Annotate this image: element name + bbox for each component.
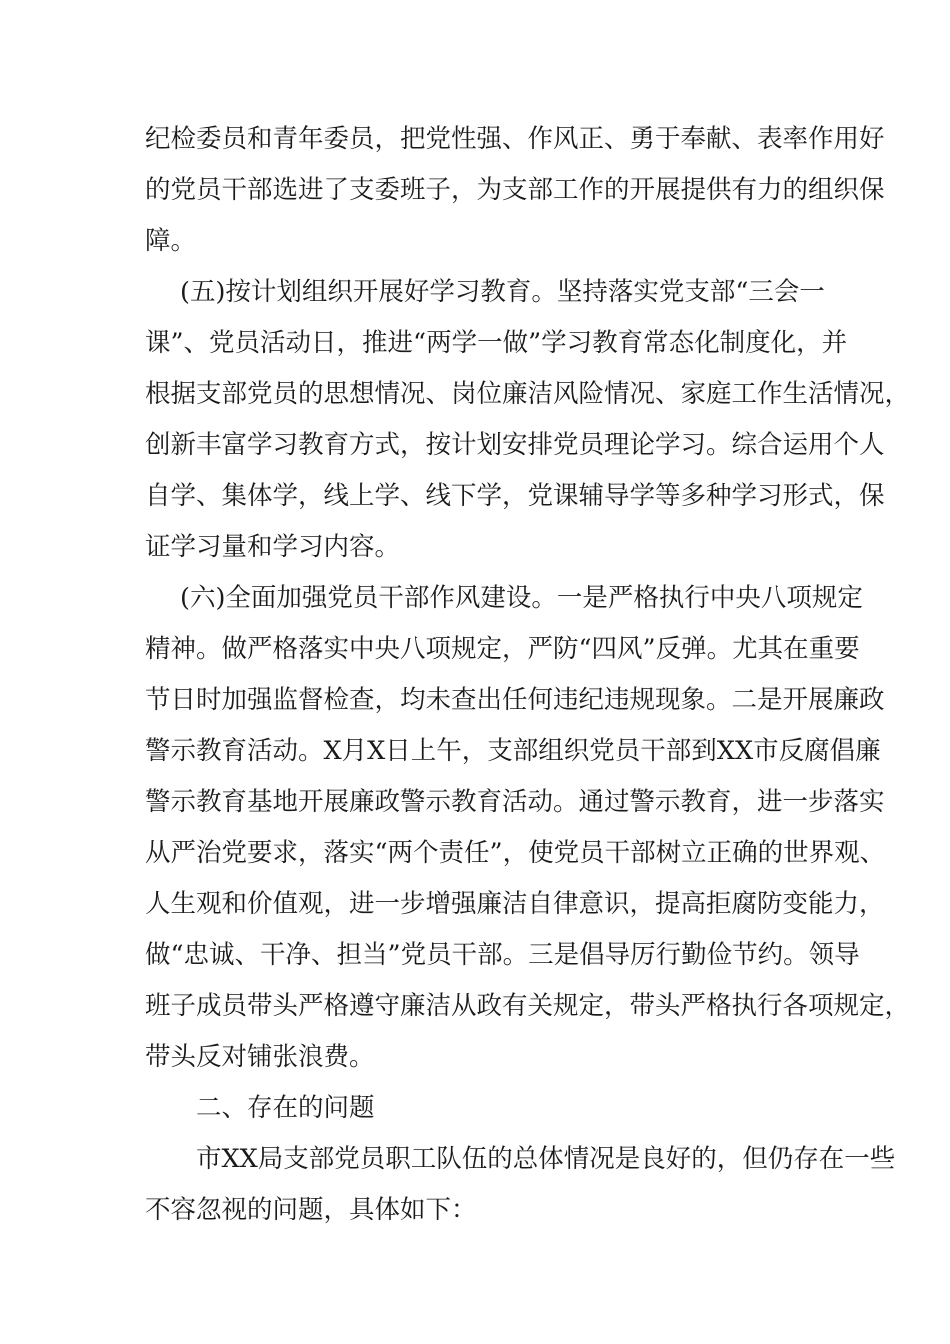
paragraph-line: 自学、集体学，线上学、线下学，党课辅导学等多种学习形式，保: [145, 481, 885, 511]
paragraph-line: 纪检委员和青年委员，把党性强、作风正、勇于奉献、表率作用好: [145, 124, 885, 154]
paragraph-line: 精神。做严格落实中央八项规定，严防“四风”反弹。尤其在重要: [145, 634, 860, 664]
paragraph-line: 班子成员带头严格遵守廉洁从政有关规定，带头严格执行各项规定，: [145, 991, 911, 1021]
paragraph-line: 障。: [145, 226, 197, 256]
paragraph-line: 节日时加强监督检查，均未查出任何违纪违规现象。二是开展廉政: [145, 685, 885, 715]
paragraph-line: 人生观和价值观，进一步增强廉洁自律意识，提高拒腐防变能力，: [145, 889, 885, 919]
paragraph-line: 市XX局支部党员职工队伍的总体情况是良好的，但仍存在一些: [196, 1144, 896, 1174]
paragraph-line: 的党员干部选进了支委班子，为支部工作的开展提供有力的组织保: [145, 175, 885, 205]
section-heading: 二、存在的问题: [196, 1093, 375, 1123]
paragraph-line: (六)全面加强党员干部作风建设。一是严格执行中央八项规定: [180, 583, 863, 613]
paragraph-line: 带头反对铺张浪费。: [145, 1042, 375, 1072]
paragraph-line: 从严治党要求，落实“两个责任”，使党员干部树立正确的世界观、: [145, 838, 886, 868]
paragraph-line: 证学习量和学习内容。: [145, 532, 401, 562]
paragraph-line: 课”、党员活动日，推进“两学一做”学习教育常态化制度化，并: [145, 328, 848, 358]
paragraph-line: 警示教育活动。X月X日上午，支部组织党员干部到XX市反腐倡廉: [145, 736, 881, 766]
paragraph-line: 创新丰富学习教育方式，按计划安排党员理论学习。综合运用个人: [145, 430, 885, 460]
paragraph-line: 不容忽视的问题，具体如下：: [145, 1195, 477, 1225]
paragraph-line: 根据支部党员的思想情况、岗位廉洁风险情况、家庭工作生活情况，: [145, 379, 911, 409]
paragraph-line: 警示教育基地开展廉政警示教育活动。通过警示教育，进一步落实: [145, 787, 885, 817]
paragraph-line: (五)按计划组织开展好学习教育。坚持落实党支部“三会一: [180, 277, 825, 307]
paragraph-line: 做“忠诚、干净、担当”党员干部。三是倡导厉行勤俭节约。领导: [145, 940, 860, 970]
